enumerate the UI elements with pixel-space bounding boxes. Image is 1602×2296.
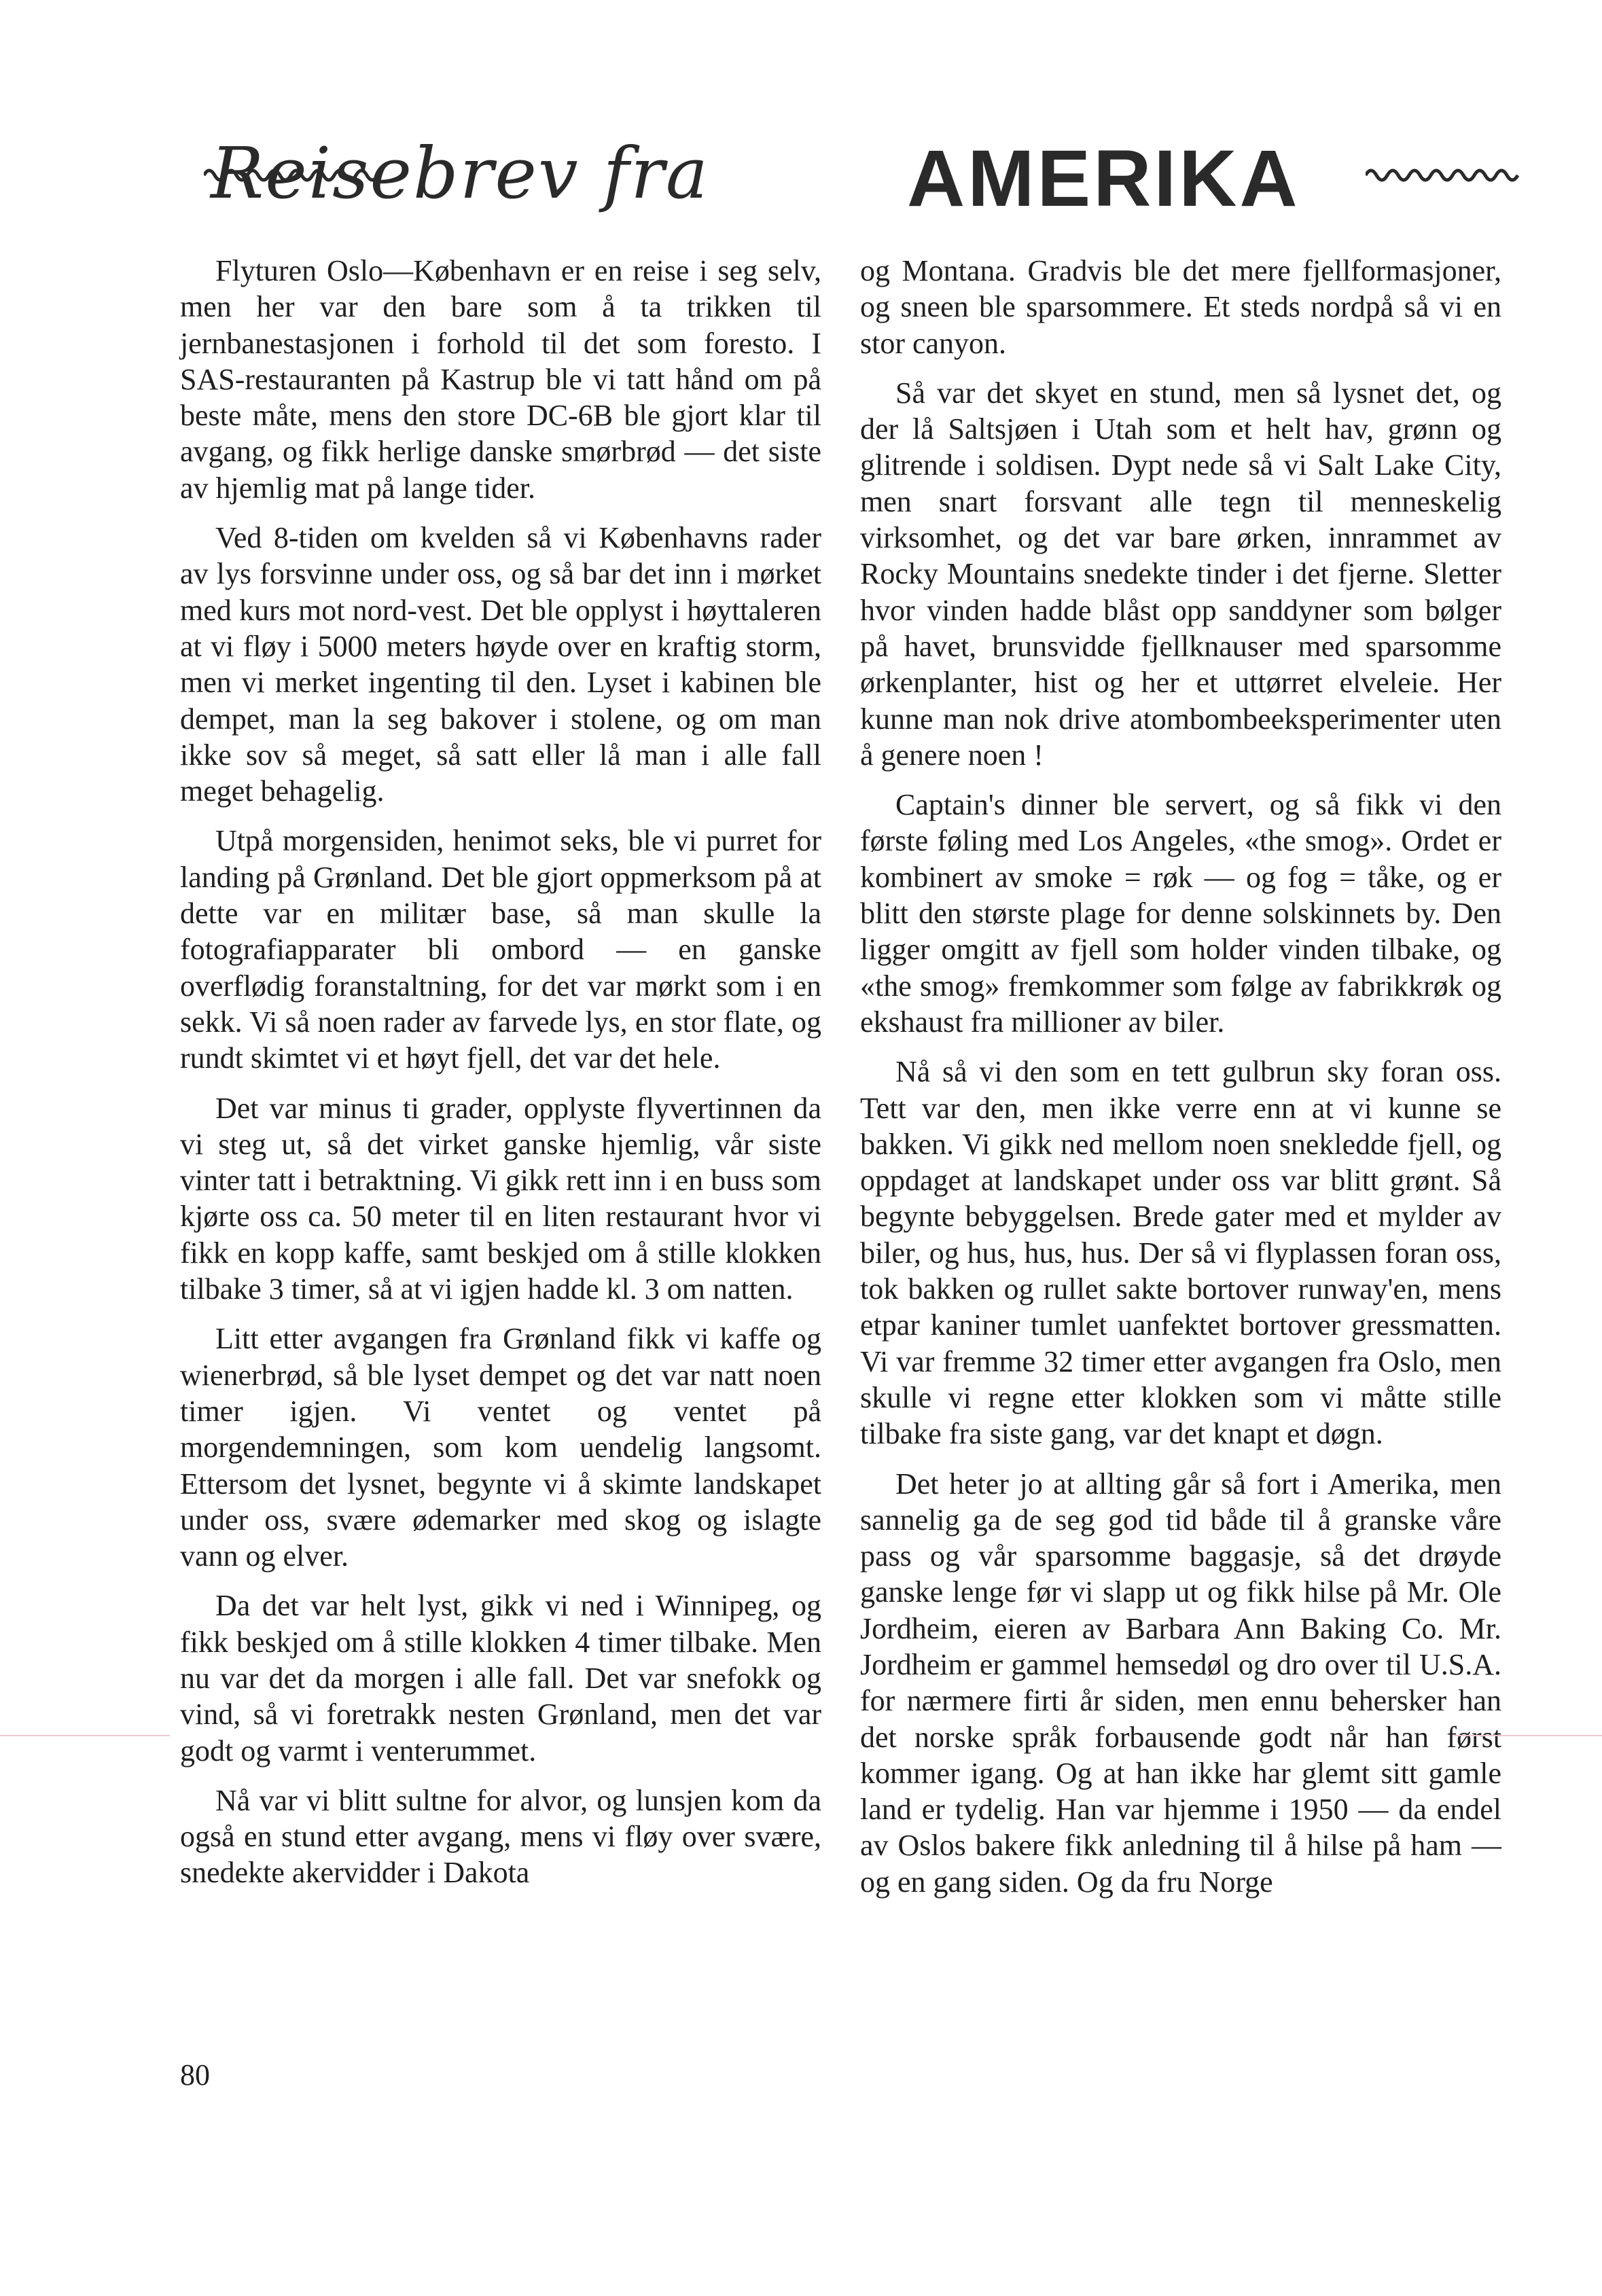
paragraph: Så var det skyet en stund, men så lysnet det, og der lå Saltsjøen i Utah som et helt hav, grønn og glitrende i soldisen. Dypt nede så vi Salt Lake City, men snart forsvant alle tegn til menneskelig virksomhet, og det var bare ørken, innrammet av Rocky Mountains snedekte tinder i det fjerne. Sletter hvor vinden hadde blåst opp sanddyner som bølger på havet, brunsvidde fjellknauser med sparsomme ørkenplanter, hist og her et uttørret elveleie. Her kunne man nok drive atombombeeksperimenter uten å genere noen ! [860,376,1501,772]
right-text-column [860,253,1501,1914]
left-text-column [180,253,821,1905]
paragraph: Captain's dinner ble servert, og så fikk vi den første føling med Los Angeles, «the smog». Ordet er kombinert av smoke = røk — og fog = tåke, og er blitt den største plage for denne solskinnets by. Den ligger omgitt av fjell som holder vinden tilbake, og «the smog» fremkommer som følge av fabrikkrøk og ekshaust fra millioner av biler. [860,788,1501,1039]
paragraph: Litt etter avgangen fra Grønland fikk vi kaffe og wienerbrød, så ble lyset dempet og det var natt noen timer igjen. Vi ventet og ventet på morgendemningen, som kom uendelig langsomt. Ettersom det lysnet, begynte vi å skimte landskapet under oss, svære ødemarker med skog og islagte vann og elver. [180,1322,821,1573]
paragraph-continuation: og Montana. Gradvis ble det mere fjellformasjoner, og sneen ble sparsommere. Et steds nordpå så vi en stor canyon. [860,254,1501,360]
right-fold-line [1454,1735,1602,1736]
article-title-amerika: AMERIKA [907,134,1300,223]
paragraph: Da det var helt lyst, gikk vi ned i Winnipeg, og fikk beskjed om å stille klokken 4 timer tilbake. Men nu var det da morgen i alle fall. Det var snefokk og vind, så vi foretrakk nesten Grønland, men det var godt og varmt i venterummet. [180,1589,821,1768]
paragraph: Nå var vi blitt sultne for alvor, og lunsjen kom da også en stund etter avgang, mens vi fløy over svære, snedekte akervidder i Dakota [180,1783,821,1890]
paragraph: Det heter jo at allting går så fort i Amerika, men sannelig ga de seg god tid både til å granske våre pass og vår sparsomme baggasje, så det drøyde ganske lenge før vi slapp ut og fikk hilse på Mr. Ole Jordheim, eieren av Barbara Ann Baking Co. Mr. Jordheim er gammel hemsedøl og dro over til U.S.A. for nærmere firti år siden, men ennu behersker han det norske språk forbausende godt når han først kommer igang. Og at han ikke har glemt sitt gamle land er tydelig. Han var hjemme i 1950 — da endel av Oslos bakere fikk anledning til å hilse på ham — og en gang siden. Og da fru Norge [860,1467,1501,1899]
page-number: 80 [180,2058,210,2092]
paragraph: Flyturen Oslo—København er en reise i seg selv, men her var den bare som å ta trikken til jernbanestasjonen i forhold til det som foresto. I SAS-restauranten på Kastrup ble vi tatt hånd om på beste måte, mens den store DC-6B ble gjort klar til avgang, og fikk herlige danske smørbrød — det siste av hjemlig mat på lange tider. [180,254,821,505]
paragraph: Utpå morgensiden, henimot seks, ble vi purret for landing på Grønland. Det ble gjort oppmerksom på at dette var en militær base, så man skulle la fotografiapparater bli ombord — en ganske overflødig foranstaltning, for det var mørkt som i en sekk. Vi så noen rader av farvede lys, en stor flate, og rundt skimtet vi et høyt fjell, det var det hele. [180,824,821,1075]
left-fold-line [0,1735,170,1736]
paragraph: Det var minus ti grader, opplyste flyvertinnen da vi steg ut, så det virket ganske hjemlig, vår siste vinter tatt i betraktning. Vi gikk rett inn i en buss som kjørte oss ca. 50 meter til en liten restaurant hvor vi fikk en kopp kaffe, samt beskjed om å stille klokken tilbake 3 timer, så at vi igjen hadde kl. 3 om natten. [180,1091,821,1306]
article-title-script: Reisebrev fra [211,132,709,215]
page-header [0,102,1602,223]
right-squiggle-ornament [1366,160,1522,187]
paragraph: Ved 8-tiden om kvelden så vi Københavns rader av lys forsvinne under oss, og så bar det inn i mørket med kurs mot nord-vest. Det ble opplyst i høyttaleren at vi fløy i 5000 meters høyde over en kraftig storm, men vi merket ingenting til den. Lyset i kabinen ble dempet, man la seg bakover i stolene, og om man ikke sov så meget, så satt eller lå man i alle fall meget behagelig. [180,521,821,808]
paragraph: Nå så vi den som en tett gulbrun sky foran oss. Tett var den, men ikke verre enn at vi kunne se bakken. Vi gikk ned mellom noen snekledde fjell, og oppdaget at landskapet under oss var blitt grønt. Så begynte bebyggelsen. Brede gater med et mylder av biler, og hus, hus, hus. Der så vi flyplassen foran oss, tok bakken og rullet sakte bortover runway'en, mens etpar kaniner tumlet uanfektet bortover gressmatten. Vi var fremme 32 timer etter avgangen fra Oslo, men skulle vi regne etter klokken som vi måtte stille tilbake fra siste gang, var det knapt et døgn. [860,1055,1501,1451]
